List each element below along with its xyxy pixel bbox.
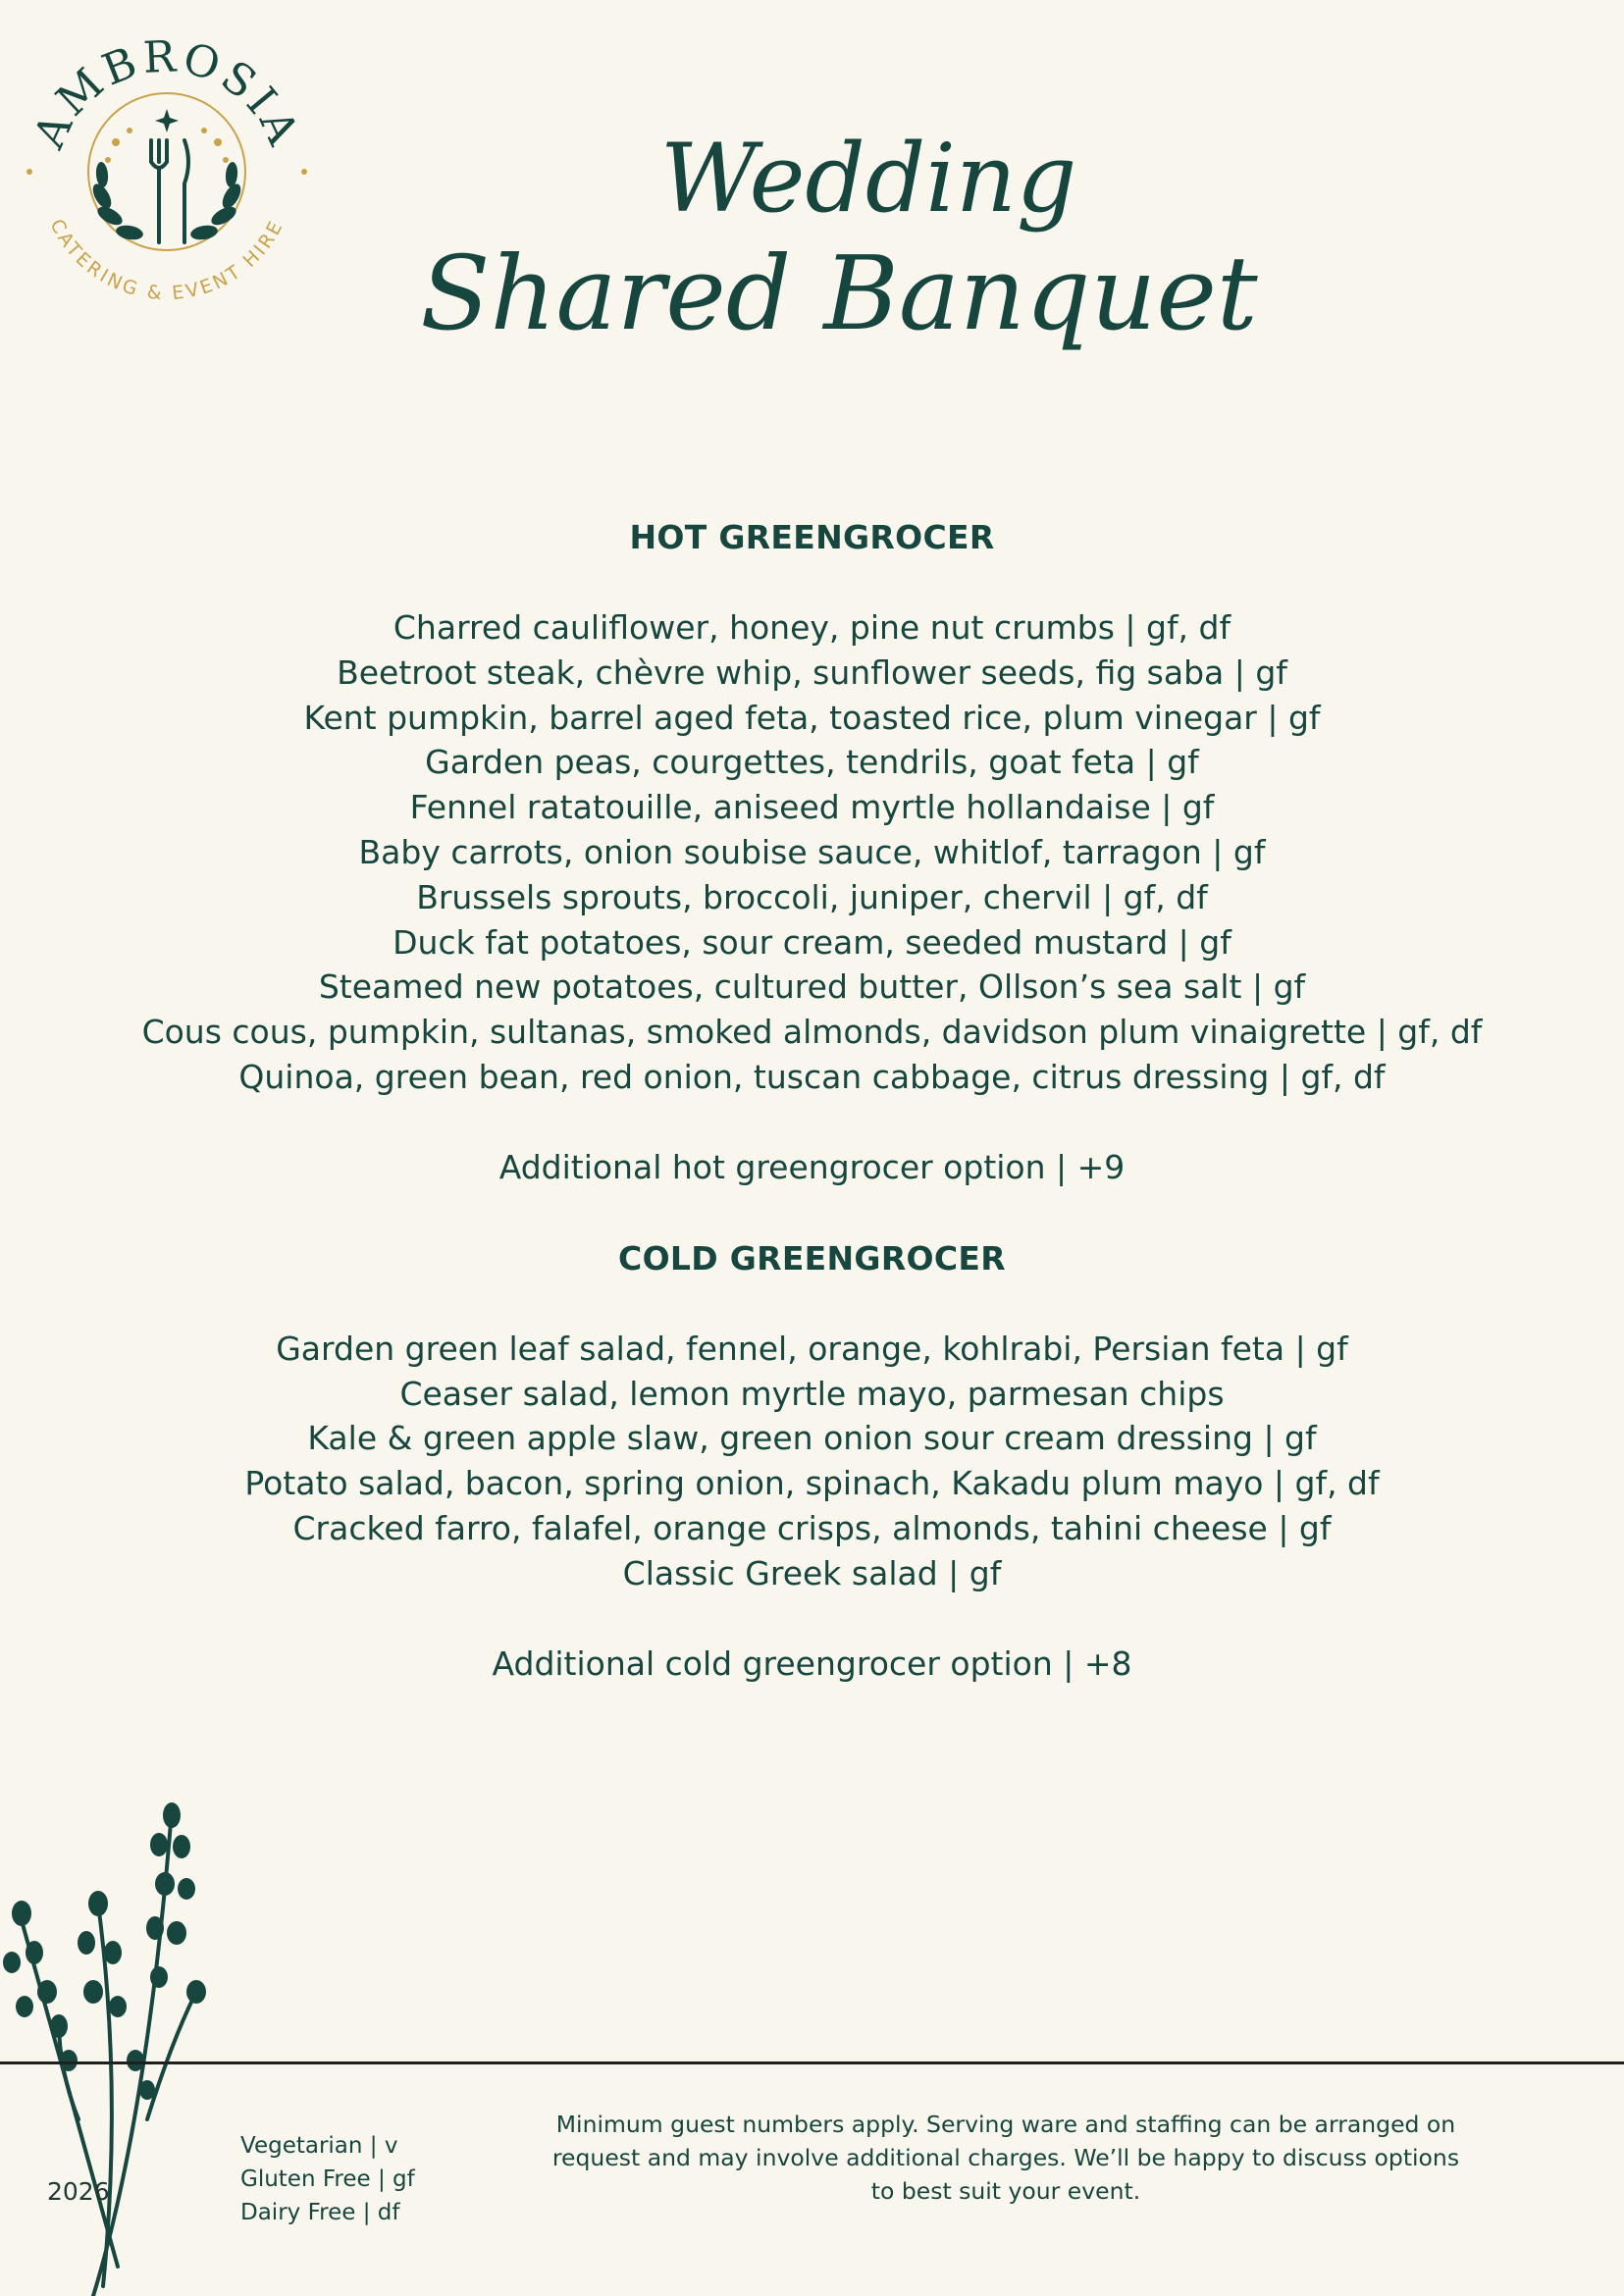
dish-item: Cracked farro, falafel, orange crisps, almonds, tahini cheese | gf — [292, 1508, 1332, 1547]
additional-option: Additional cold greengrocer option | +8 — [492, 1644, 1132, 1683]
dish-item: Quinoa, green bean, red onion, tuscan cabbage, citrus dressing | gf, df — [238, 1057, 1386, 1096]
cold-greengrocer-section — [0, 1236, 1624, 1687]
title-line-2: Shared Banquet — [420, 234, 1258, 353]
legend-dairy-free: Dairy Free | df — [240, 2200, 400, 2225]
dish-item: Cous cous, pumpkin, sultanas, smoked almonds, davidson plum vinaigrette | gf, df — [141, 1013, 1483, 1052]
legend-vegetarian: Vegetarian | v — [240, 2133, 398, 2159]
dish-list — [0, 1327, 1624, 1596]
dish-item: Steamed new potatoes, cultured butter, Ollson’s sea salt | gf — [318, 967, 1306, 1007]
hot-greengrocer-section — [0, 515, 1624, 1190]
logo-brand-name: AMBROSIA — [24, 31, 310, 156]
year-label: 2026 — [47, 2177, 110, 2206]
logo-dot-left — [26, 169, 32, 175]
section-title: HOT GREENGROCER — [629, 518, 995, 556]
logo-dot-right — [301, 169, 307, 175]
dietary-legend — [240, 2129, 415, 2229]
dish-item: Beetroot steak, chèvre whip, sunflower seeds, fig saba | gf — [337, 652, 1287, 692]
footer-divider — [0, 2061, 1624, 2064]
dish-item: Duck fat potatoes, sour cream, seeded mustard | gf — [393, 922, 1231, 962]
dish-item: Kale & green apple slaw, green onion sour cream dressing | gf — [307, 1419, 1317, 1458]
menu-title — [420, 98, 1258, 412]
dish-item: Garden green leaf salad, fennel, orange, kohlrabi, Persian feta | gf — [276, 1329, 1348, 1368]
dish-item: Kent pumpkin, barrel aged feta, toasted rice, plum vinegar | gf — [303, 698, 1321, 737]
fork-knife-icon — [151, 140, 188, 242]
dish-item: Potato salad, bacon, spring onion, spinach, Kakadu plum mayo | gf, df — [244, 1464, 1380, 1503]
section-title: COLD GREENGROCER — [618, 1238, 1006, 1278]
dish-item: Garden peas, courgettes, tendrils, goat feta | gf — [425, 743, 1199, 782]
dish-item: Ceaser salad, lemon myrtle mayo, parmesan chips — [399, 1374, 1225, 1413]
footer-note: Minimum guest numbers apply. Serving ware and staffing can be arranged on request and may involve additional charges. We’ll be happy to discuss options to best suit your event. — [551, 2111, 1460, 2205]
legend-gluten-free: Gluten Free | gf — [240, 2166, 415, 2192]
additional-option: Additional hot greengrocer option | +9 — [498, 1147, 1126, 1186]
menu-body — [0, 515, 1624, 1733]
dish-item: Baby carrots, onion soubise sauce, whitlof, tarragon | gf — [358, 832, 1266, 871]
svg-text:CATERING & EVENT HIRE — [45, 216, 288, 304]
title-line-1: Wedding — [659, 124, 1077, 234]
logo-tagline: CATERING & EVENT HIRE — [45, 215, 288, 305]
dish-item: Charred cauliflower, honey, pine nut crumbs | gf, df — [393, 608, 1231, 647]
dish-item: Brussels sprouts, broccoli, juniper, chervil | gf, df — [416, 877, 1208, 916]
dish-item: Fennel ratatouille, aniseed myrtle hollandaise | gf — [409, 788, 1215, 827]
dish-list — [0, 605, 1624, 1100]
herb-sprig-icon — [0, 1796, 226, 2296]
ambrosia-logo — [20, 25, 314, 319]
dish-item: Classic Greek salad | gf — [622, 1553, 1002, 1592]
star-icon — [155, 109, 179, 132]
